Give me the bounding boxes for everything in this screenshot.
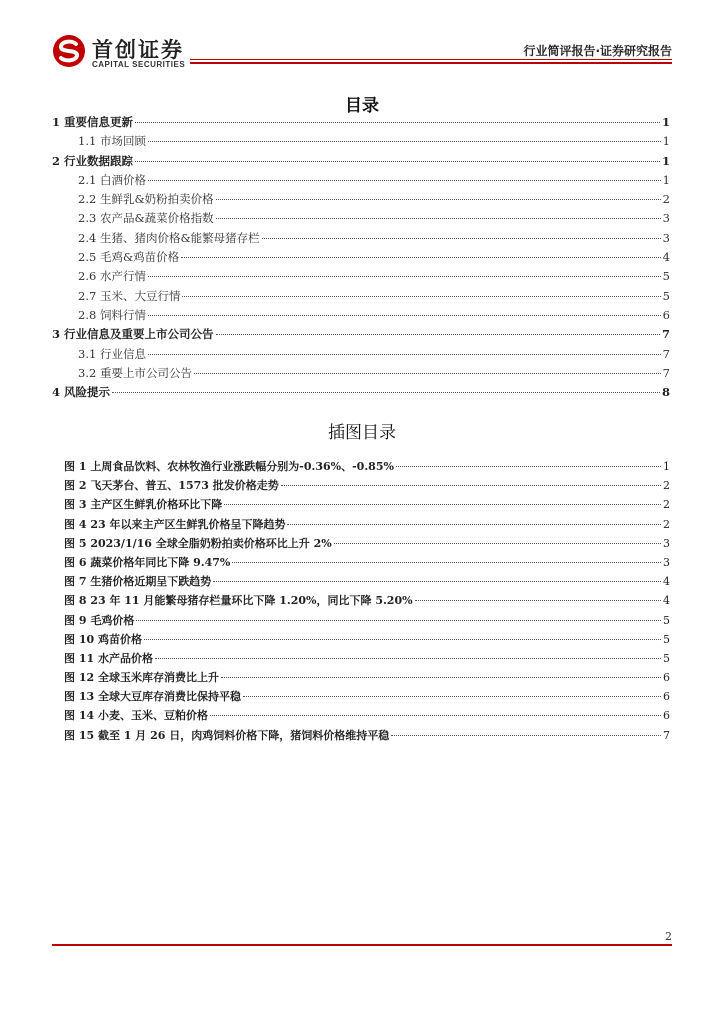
report-type-label: 行业简评报告·证券研究报告	[523, 44, 672, 58]
toc-entry-label: 2.3 农产品&蔬菜价格指数	[78, 211, 214, 226]
figure-entry-label: 图 2 飞天茅台、普五、1573 批发价格走势	[64, 479, 279, 493]
dot-leader	[182, 296, 660, 297]
table-of-contents	[52, 114, 670, 403]
figure-entry-label: 图 6 蔬菜价格年同比下降 9.47%	[64, 555, 231, 569]
logo-mark-icon	[52, 34, 86, 68]
toc-subsection-link[interactable]	[52, 172, 670, 191]
toc-entry-page: 7	[662, 365, 670, 380]
toc-entry-page: 1	[662, 172, 670, 187]
figure-list-title: 插图目录	[328, 423, 396, 443]
toc-section-link[interactable]	[52, 153, 670, 172]
figure-entry-label: 图 1 上周食品饮料、农林牧渔行业涨跌幅分别为-0.36%、-0.85%	[64, 460, 394, 473]
toc-entry-label: 3.2 重要上市公司公告	[78, 365, 192, 380]
figure-entry-page: 2	[663, 517, 670, 531]
toc-entry-page: 5	[662, 288, 670, 303]
toc-entry-label: 2.2 生鲜乳&奶粉拍卖价格	[78, 192, 214, 207]
figure-entry-label: 图 13 全球大豆库存消费比保持平稳	[64, 690, 241, 704]
figure-entry-page: 6	[663, 690, 670, 704]
header-divider-thin	[190, 59, 672, 60]
figure-entry-page: 6	[663, 671, 670, 685]
dot-leader	[391, 735, 661, 736]
figure-entry-label: 图 12 全球玉米库存消费比上升	[64, 671, 219, 685]
dot-leader	[287, 524, 661, 525]
figure-list-link[interactable]	[64, 458, 670, 477]
dot-leader	[194, 373, 661, 374]
toc-entry-label: 2.5 毛鸡&鸡苗价格	[78, 250, 180, 265]
toc-entry-label: 1 重要信息更新	[52, 115, 134, 129]
dot-leader	[281, 485, 661, 486]
figure-list-link[interactable]	[64, 707, 670, 726]
dot-leader	[232, 562, 661, 563]
figure-entry-page: 1	[663, 460, 670, 473]
toc-entry-page: 1	[662, 134, 670, 149]
toc-entry-page: 5	[662, 269, 670, 284]
dot-leader	[148, 141, 661, 142]
toc-title: 目录	[345, 96, 379, 116]
page-number: 2	[665, 930, 672, 943]
dot-leader	[224, 504, 661, 505]
dot-leader	[148, 180, 661, 181]
figure-entry-label: 图 11 水产品价格	[64, 651, 153, 665]
figure-entry-label: 图 4 23 年以来主产区生鲜乳价格呈下降趋势	[64, 517, 286, 531]
toc-entry-page: 1	[661, 153, 670, 168]
logo-chinese-name: 首创证券	[92, 38, 184, 62]
figure-entry-label: 图 7 生猪价格近期呈下跌趋势	[64, 575, 212, 589]
figure-list-link[interactable]	[64, 535, 670, 554]
dot-leader	[144, 639, 661, 640]
dot-leader	[148, 354, 661, 355]
figure-entry-label: 图 14 小麦、玉米、豆粕价格	[64, 709, 208, 723]
figure-list-link[interactable]	[64, 650, 670, 669]
figure-list-link[interactable]	[64, 592, 670, 611]
toc-entry-label: 2.7 玉米、大豆行情	[78, 288, 181, 303]
dot-leader	[135, 161, 660, 162]
dot-leader	[221, 677, 661, 678]
dot-leader	[148, 276, 661, 277]
toc-entry-label: 1.1 市场回顾	[78, 134, 146, 149]
dot-leader	[210, 715, 661, 716]
toc-entry-label: 2.6 水产行情	[78, 269, 146, 284]
figure-entry-page: 5	[663, 651, 670, 665]
figure-list-link[interactable]	[64, 631, 670, 650]
figure-list-link[interactable]	[64, 477, 670, 496]
figure-entry-page: 5	[663, 632, 670, 646]
dot-leader	[155, 658, 661, 659]
dot-leader	[334, 543, 661, 544]
figure-entry-page: 5	[663, 613, 670, 627]
toc-entry-label: 2.8 饲料行情	[78, 307, 146, 322]
toc-subsection-link[interactable]	[52, 133, 670, 152]
figure-list-link[interactable]	[64, 612, 670, 631]
figure-list-link[interactable]	[64, 573, 670, 592]
dot-leader	[213, 581, 661, 582]
toc-subsection-link[interactable]	[52, 307, 670, 326]
figure-entry-page: 4	[663, 594, 670, 608]
toc-entry-label: 3 行业信息及重要上市公司公告	[52, 327, 214, 342]
header-divider-thick	[190, 62, 672, 64]
toc-entry-page: 8	[661, 385, 670, 400]
toc-section-link[interactable]	[52, 384, 670, 403]
toc-entry-page: 7	[661, 327, 670, 342]
toc-subsection-link[interactable]	[52, 288, 670, 307]
dot-leader	[216, 199, 661, 200]
dot-leader	[262, 238, 661, 239]
dot-leader	[243, 696, 661, 697]
figure-list-link[interactable]	[64, 727, 670, 746]
figure-entry-page: 2	[663, 479, 670, 493]
toc-subsection-link[interactable]	[52, 346, 670, 365]
figure-entry-label: 图 15 截至 1 月 26 日，肉鸡饲料价格下降，猪饲料价格维持平稳	[64, 728, 390, 742]
figure-list-link[interactable]	[64, 688, 670, 707]
toc-subsection-link[interactable]	[52, 191, 670, 210]
toc-entry-page: 6	[662, 307, 670, 322]
dot-leader	[112, 392, 660, 393]
dot-leader	[135, 122, 660, 123]
figure-entry-page: 4	[663, 575, 670, 589]
dot-leader	[415, 600, 661, 601]
figure-entry-page: 7	[663, 728, 670, 742]
toc-entry-page: 1	[661, 115, 670, 129]
dot-leader	[216, 334, 660, 335]
toc-section-link[interactable]	[52, 326, 670, 345]
figure-list-link[interactable]	[64, 669, 670, 688]
toc-entry-page: 4	[662, 250, 670, 265]
figure-list-link[interactable]	[64, 496, 670, 515]
toc-entry-page: 7	[662, 346, 670, 361]
toc-entry-page: 3	[662, 230, 670, 245]
figure-entry-label: 图 10 鸡苗价格	[64, 632, 142, 646]
footer-divider	[52, 944, 672, 946]
figure-entry-page: 6	[663, 709, 670, 723]
toc-entry-page: 2	[662, 192, 670, 207]
toc-section-link[interactable]	[52, 114, 670, 133]
page-header	[52, 32, 672, 72]
toc-entry-label: 2 行业数据跟踪	[52, 153, 134, 168]
dot-leader	[396, 466, 661, 467]
logo-english-name: CAPITAL SECURITIES	[92, 60, 186, 69]
dot-leader	[148, 315, 661, 316]
figure-list	[64, 458, 670, 746]
figure-entry-label: 图 9 毛鸡价格	[64, 613, 135, 627]
figure-list-link[interactable]	[64, 516, 670, 535]
figure-entry-page: 3	[663, 555, 670, 569]
toc-entry-label: 2.4 生猪、猪肉价格&能繁母猪存栏	[78, 230, 260, 245]
toc-entry-label: 3.1 行业信息	[78, 346, 146, 361]
toc-subsection-link[interactable]	[52, 249, 670, 268]
dot-leader	[216, 218, 661, 219]
toc-entry-label: 4 风险提示	[52, 385, 111, 400]
figure-entry-label: 图 5 2023/1/16 全球全脂奶粉拍卖价格环比上升 2%	[64, 536, 332, 550]
figure-entry-label: 图 3 主产区生鲜乳价格环比下降	[64, 498, 223, 512]
figure-list-link[interactable]	[64, 554, 670, 573]
dot-leader	[181, 257, 660, 258]
toc-subsection-link[interactable]	[52, 210, 670, 229]
figure-entry-page: 3	[663, 536, 670, 550]
toc-subsection-link[interactable]	[52, 365, 670, 384]
toc-entry-page: 3	[662, 211, 670, 226]
dot-leader	[136, 620, 661, 621]
figure-entry-label: 图 8 23 年 11 月能繁母猪存栏量环比下降 1.20%，同比下降 5.20%	[64, 594, 413, 608]
toc-entry-label: 2.1 白酒价格	[78, 172, 146, 187]
toc-subsection-link[interactable]	[52, 230, 670, 249]
toc-subsection-link[interactable]	[52, 268, 670, 287]
figure-entry-page: 2	[663, 498, 670, 512]
